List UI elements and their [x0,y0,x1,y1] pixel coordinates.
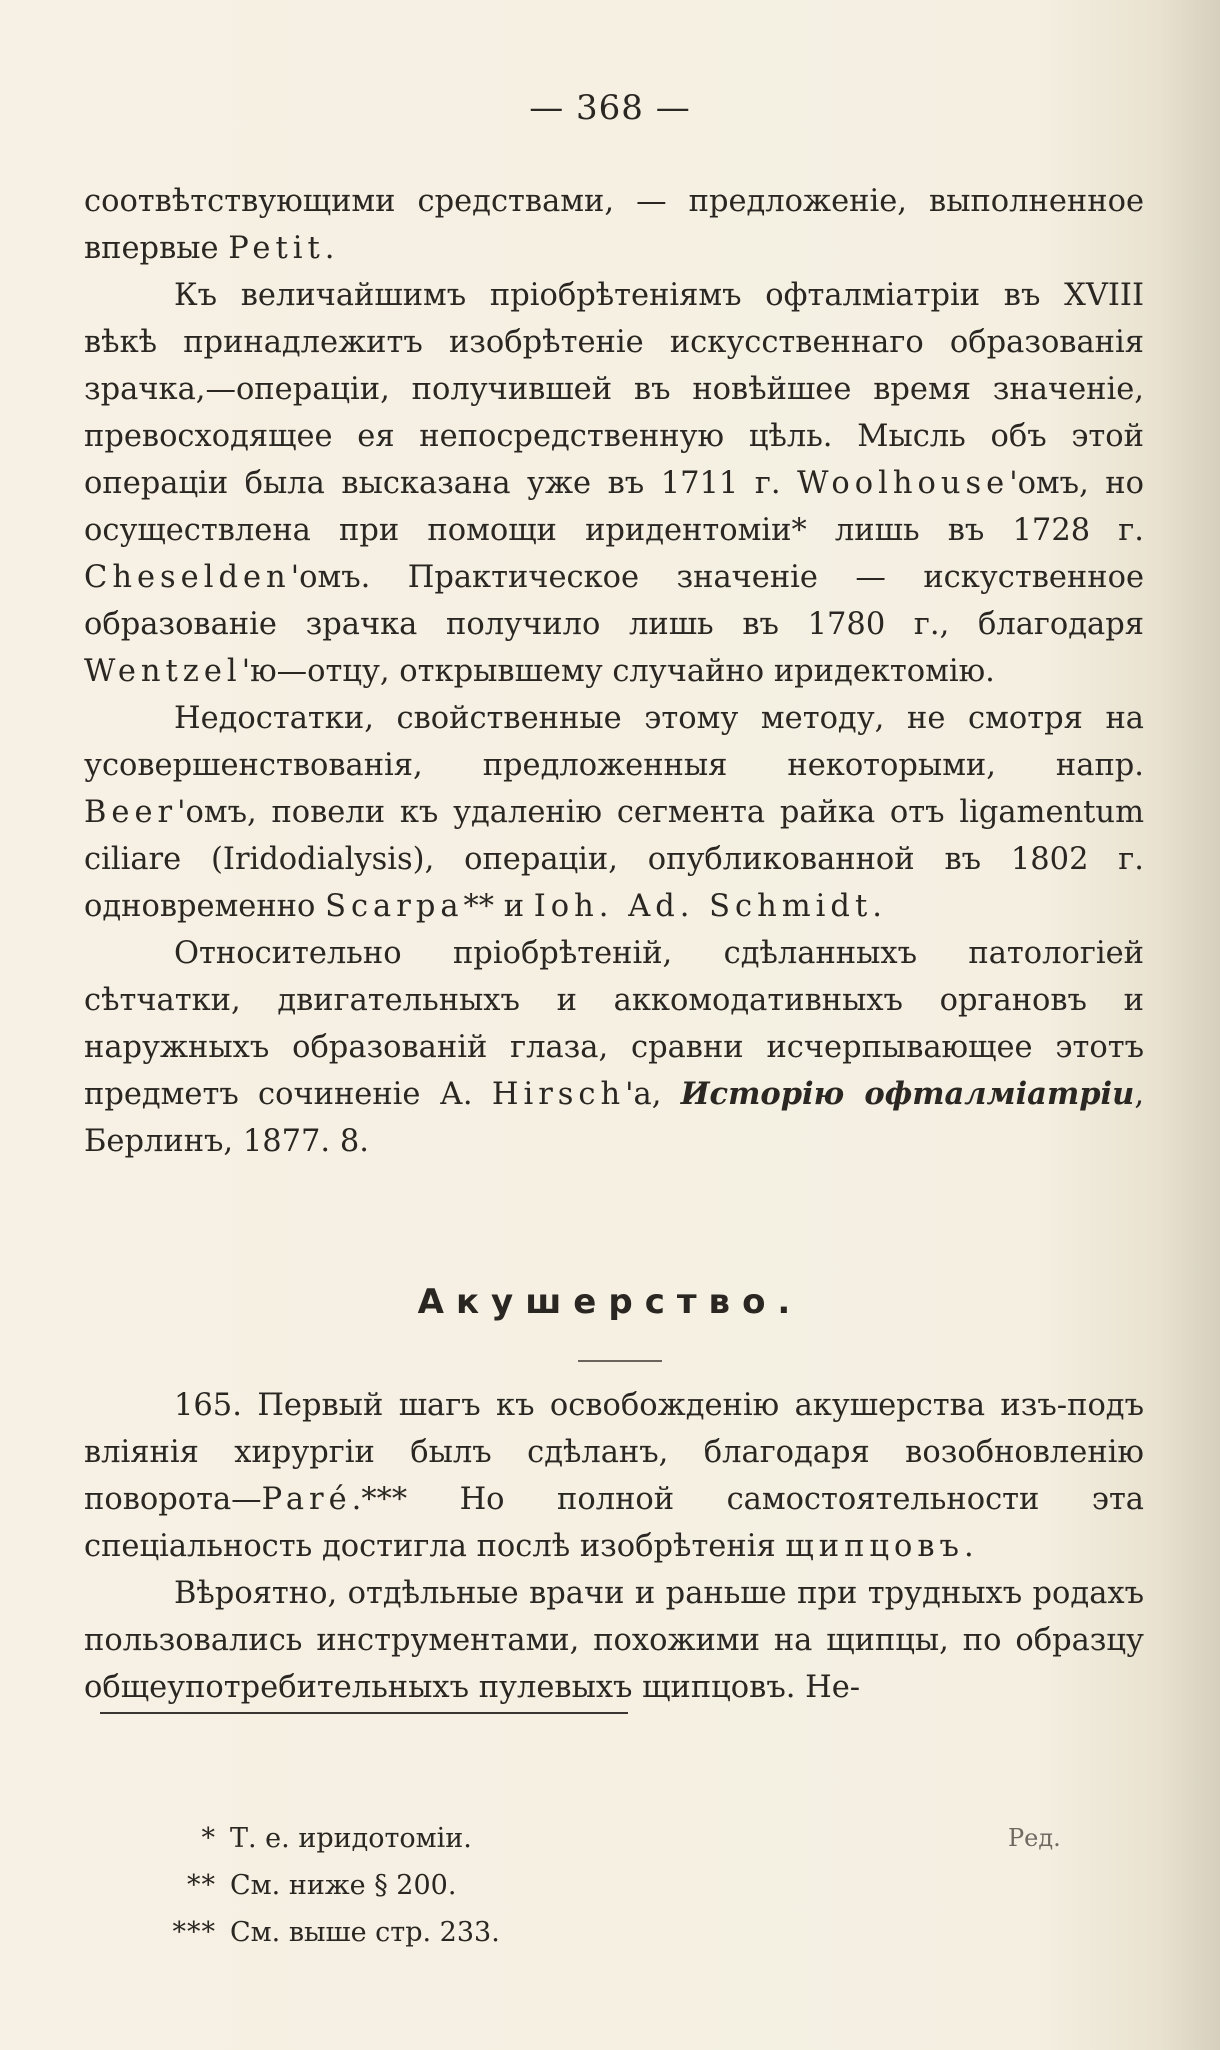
paragraph-2-text-d: 'ю—отцу, открывшему случайно иридектомію. [241,654,995,689]
footnote-mark: * [201,1823,216,1854]
paragraph-2-text-c: 'омъ. Практическое значеніе — искуственное образованіе зрачка получило лишь въ 1780 г., благодаря [84,560,1144,642]
author-name-hirsch: Hirsch [491,1077,626,1112]
paragraph-3 [84,695,1144,930]
paragraph-5 [84,1382,1144,1570]
footnote-text: См. ниже § 200. [230,1870,457,1901]
body-text-upper [84,178,1144,1165]
author-name-cheselden: Cheselden [84,560,291,595]
paragraph-3-text-a: Недостатки, свойственные этому методу, не смотря на усовершенствованія, предложенныя некоторыми, напр. [84,701,1144,783]
paragraph-3-end: . [872,889,882,924]
paragraph-4 [84,930,1144,1165]
footnote-divider [100,1712,628,1714]
paragraph-5-text-a: 165. Первый шагъ къ освобожденію акушерства изъ-подъ вліянія хирургіи былъ сдѣланъ, благодаря возобновленію поворота— [84,1388,1144,1517]
footnotes [150,1815,1080,1956]
author-name-scarpa: Scarpa [325,889,464,924]
paragraph-5-end: . [963,1529,974,1564]
paragraph-3-text-c: ** и [463,889,534,924]
section-heading: Акушерство. [417,1282,803,1322]
footnote-mark: *** [172,1917,216,1948]
paragraph-2 [84,272,1144,695]
footnote-text: См. выше стр. 233. [230,1917,500,1948]
paragraph-4-text-b: 'а, [625,1077,681,1112]
paragraph-4-text-a: Относительно пріобрѣтеній, сдѣланныхъ патологіей сѣтчатки, двигательныхъ и аккомодативныхъ органовъ и наружныхъ образованій глаза, сравни исчерпывающее этотъ предметъ сочиненіе А. [84,936,1144,1112]
author-name-wentzel: Wentzel [84,654,242,689]
term-forceps: щипцовъ [785,1529,964,1564]
paragraph-2-text-a: Къ величайшимъ пріобрѣтеніямъ офталміатріи въ XVIII вѣкѣ принадлежитъ изобрѣтеніе искусственнаго образованія зрачка,—операціи, получившей въ новѣйшее время значеніе, превосходящее ея непосредственную цѣль. Мысль объ этой операціи была высказана уже въ 1711 г. [84,278,1144,501]
author-name-beer: Beer [84,795,178,830]
paragraph-4-text-c: , Берлинъ, 1877. 8. [84,1077,1145,1159]
author-name-schmidt: Ioh. Ad. Schmidt [533,889,873,924]
author-name-pare: Paré [261,1482,352,1517]
book-title: Исторію офталміатріи [680,1076,1135,1112]
heading-divider [578,1360,662,1362]
footnote-text: Т. е. иридотоміи. [230,1823,472,1854]
footnote-2 [150,1862,1080,1909]
editor-mark: Ред. [1008,1824,1061,1852]
paragraph-1-text: соотвѣтствующими средствами, — предложеніе, выполненное впервые [84,184,1144,266]
paragraph-3-text-b: 'омъ, повели къ удаленію сегмента райка отъ ligamentum ciliare (Iridodialysis), операціи, опубликованной въ 1802 г. одновременно [84,795,1144,924]
author-name-woolhouse: Woolhouse [797,466,1010,501]
paragraph-2-text-b: 'омъ, но осуществлена при помощи иридентоміи* лишь въ 1728 г. [84,466,1144,548]
page-number: — 368 — [529,88,691,128]
paragraph-1 [84,178,1144,272]
paragraph-1-end: . [324,231,335,266]
footnote-1 [150,1815,1080,1862]
paragraph-6: Вѣроятно, отдѣльные врачи и раньше при трудныхъ родахъ пользовались инструментами, похожими на щипцы, по образцу общеупотребительныхъ пулевыхъ щипцовъ. Не- [84,1576,1144,1705]
author-name-petit: Petit [228,231,325,266]
footnote-3 [150,1909,1080,1956]
footnote-mark: ** [187,1870,216,1901]
body-text-lower [84,1382,1144,1711]
paragraph-5-text-b: .*** Но полной самостоятельности эта спеціальность достигла послѣ изобрѣтенія [84,1482,1144,1564]
